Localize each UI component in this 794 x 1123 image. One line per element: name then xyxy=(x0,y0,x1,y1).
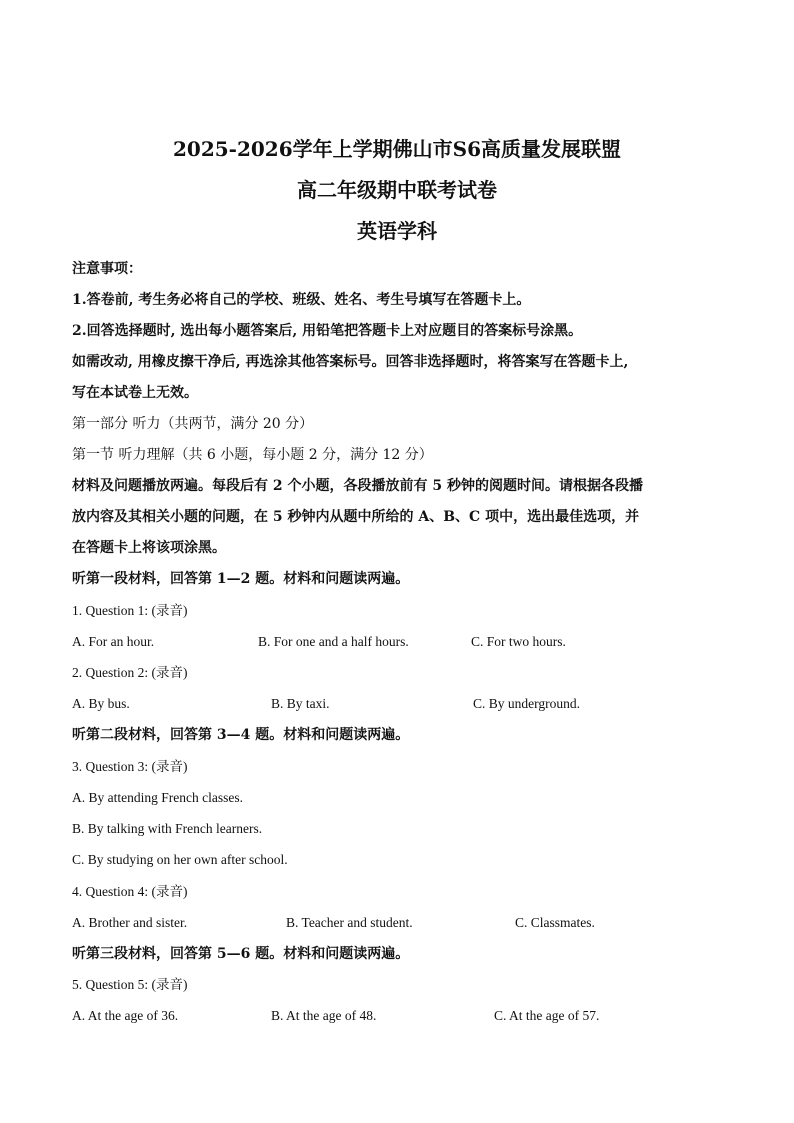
notice-item-1: 1.答卷前, 考生务必将自己的学校、班级、姓名、考生号填写在答题卡上。 xyxy=(72,292,531,308)
q1-option-a: A. For an hour. xyxy=(72,634,155,649)
exam-subject: 英语学科 xyxy=(357,219,437,243)
q2-option-b: B. By taxi. xyxy=(271,696,330,711)
q5-option-b: B. At the age of 48. xyxy=(271,1008,377,1023)
q1-option-c: C. For two hours. xyxy=(471,634,566,649)
group1-heading: 听第一段材料，回答第 1—2 题。材料和问题读两遍。 xyxy=(72,571,410,587)
question-4: 4. Question 4: (录音) xyxy=(72,884,188,899)
q3-option-a: A. By attending French classes. xyxy=(72,790,243,805)
q2-option-c: C. By underground. xyxy=(473,696,580,711)
q3-option-c: C. By studying on her own after school. xyxy=(72,852,288,867)
notice-heading: 注意事项： xyxy=(72,261,142,277)
notice-item-2-cont-2: 写在本试卷上无效。 xyxy=(72,385,198,401)
q3-option-b: B. By talking with French learners. xyxy=(72,821,263,836)
section1-heading: 第一节 听力理解（共 6 小题，每小题 2 分，满分 12 分） xyxy=(72,447,433,463)
question-3: 3. Question 3: (录音) xyxy=(72,759,188,774)
q4-option-b: B. Teacher and student. xyxy=(286,915,413,930)
question-2: 2. Question 2: (录音) xyxy=(72,665,188,680)
instruction-line-2: 放内容及其相关小题的问题，在 5 秒钟内从题中所给的 A、B、C 项中，选出最佳选项，并 xyxy=(72,509,640,525)
instruction-line-3: 在答题卡上将该项涂黑。 xyxy=(72,540,226,556)
q5-option-c: C. At the age of 57. xyxy=(494,1008,600,1023)
q2-option-a: A. By bus. xyxy=(72,696,130,711)
q4-option-a: A. Brother and sister. xyxy=(72,915,188,930)
question-1: 1. Question 1: (录音) xyxy=(72,603,188,618)
notice-item-2: 2.回答选择题时, 选出每小题答案后, 用铅笔把答题卡上对应题目的答案标号涂黑。 xyxy=(72,323,583,339)
part1-heading: 第一部分 听力（共两节，满分 20 分） xyxy=(72,416,314,432)
exam-title-line1: 2025-2026学年上学期佛山市S6高质量发展联盟 xyxy=(173,137,621,161)
exam-title-line2: 高二年级期中联考试卷 xyxy=(297,178,497,202)
instruction-line-1: 材料及问题播放两遍。每段后有 2 个小题，各段播放前有 5 秒钟的阅题时间。请根据各段播 xyxy=(72,478,643,494)
group2-heading: 听第二段材料，回答第 3—4 题。材料和问题读两遍。 xyxy=(72,727,410,743)
question-5: 5. Question 5: (录音) xyxy=(72,977,188,992)
group3-heading: 听第三段材料，回答第 5—6 题。材料和问题读两遍。 xyxy=(72,946,410,962)
q4-option-c: C. Classmates. xyxy=(515,915,595,930)
q5-option-a: A. At the age of 36. xyxy=(72,1008,179,1023)
q1-option-b: B. For one and a half hours. xyxy=(258,634,409,649)
notice-item-2-cont-1: 如需改动, 用橡皮擦干净后, 再选涂其他答案标号。回答非选择题时，将答案写在答题卡上, xyxy=(72,354,629,370)
